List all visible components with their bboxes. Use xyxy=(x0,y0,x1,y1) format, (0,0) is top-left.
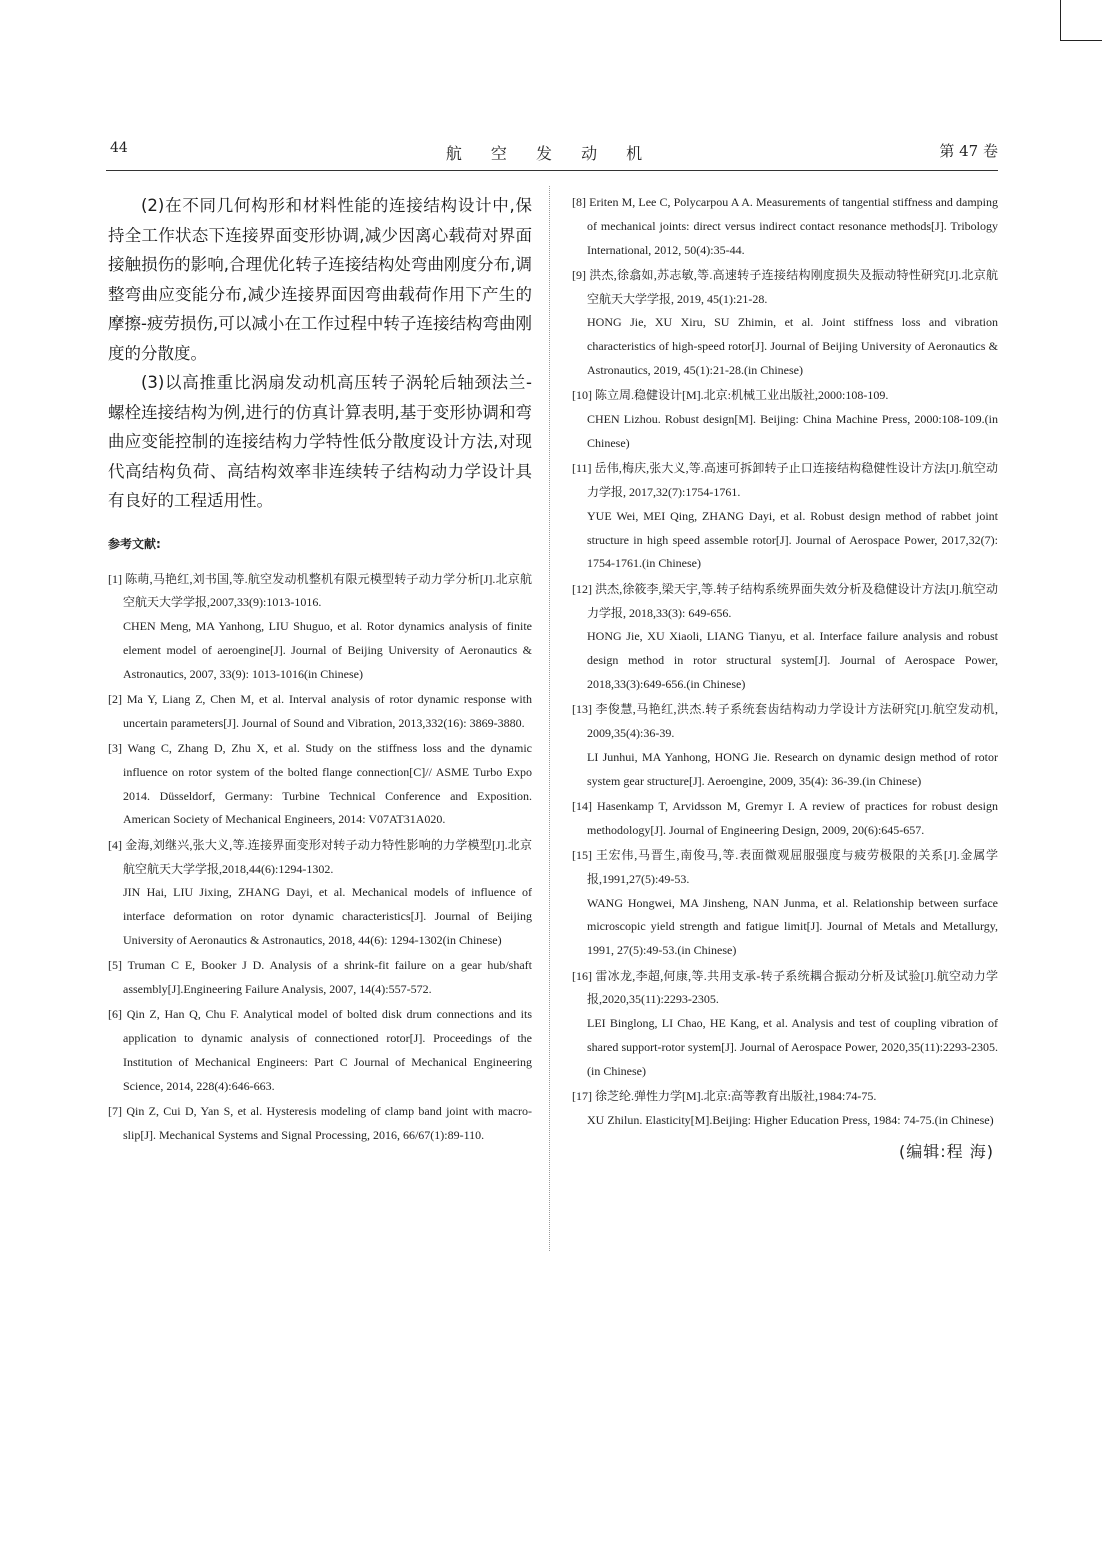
reference-item xyxy=(108,568,532,687)
reference-number: [2] xyxy=(108,691,122,706)
reference-item xyxy=(108,737,532,832)
crop-mark xyxy=(1060,0,1061,40)
reference-item xyxy=(572,698,998,793)
reference-text: 陈立周.稳健设计[M].北京:机械工业出版社,2000:108-109. xyxy=(595,388,889,403)
reference-number: [16] xyxy=(572,968,592,983)
reference-text: 徐芝纶.弹性力学[M].北京:高等教育出版社,1984:74-75. xyxy=(595,1088,877,1103)
reference-text: Ma Y, Liang Z, Chen M, et al. Interval analysis of rotor dynamic response with uncertain parameters[J]. Journal of Sound and Vibration, 2013,332(16): 3869-3880. xyxy=(123,691,533,730)
reference-text: Hasenkamp T, Arvidsson M, Gremyr I. A review of practices for robust design methodology[J]. Journal of Engineering Design, 2009, 20(6):645-657. xyxy=(587,798,998,837)
crop-mark xyxy=(1060,40,1102,41)
reference-number: [7] xyxy=(108,1104,122,1119)
reference-item xyxy=(572,191,998,262)
reference-item xyxy=(108,954,532,1002)
reference-item xyxy=(572,965,998,1084)
reference-item xyxy=(572,844,998,963)
conclusion-paragraph-3: (3)以高推重比涡扇发动机高压转子涡轮后轴颈法兰-螺栓连接结构为例,进行的仿真计算表明,基于变形协调和弯曲应变能控制的连接结构力学特性低分散度设计方法,对现代高结构负荷、高结构效率非连续转子结构动力学设计具有良好的工程适用性。 xyxy=(108,373,532,510)
reference-translation: LI Junhui, MA Yanhong, HONG Jie. Research on dynamic design method of rotor system gear structure[J]. Aeroengine, 2009, 35(4): 36-39.(in Chinese) xyxy=(587,749,998,788)
reference-text: Qin Z, Cui D, Yan S, et al. Hysteresis modeling of clamp band joint with macro-slip[J]. Mechanical Systems and Signal Processing, 2016, 66/67(1):89-110. xyxy=(123,1104,533,1142)
reference-text: 王宏伟,马晋生,南俊马,等.表面微观屈服强度与疲劳极限的关系[J].金属学报,1991,27(5):49-53. xyxy=(587,848,999,886)
reference-item xyxy=(108,1003,532,1098)
reference-translation: CHEN Meng, MA Yanhong, LIU Shuguo, et al. Rotor dynamics analysis of finite element model of aeroengine[J]. Journal of Beijing University of Aeronautics & Astronautics, 2007, 33(9): 1013-1016(in Chinese) xyxy=(123,619,532,681)
references-heading: 参考文献: xyxy=(108,536,161,551)
reference-item xyxy=(108,688,532,736)
reference-number: [10] xyxy=(572,388,592,403)
reference-item xyxy=(572,384,998,455)
reference-text: Truman C E, Booker J D. Analysis of a shrink-fit failure on a gear hub/shaft assembly[J].Engineering Failure Analysis, 2007, 14(4):557-572. xyxy=(123,958,532,997)
header-rule xyxy=(106,170,998,171)
reference-translation: JIN Hai, LIU Jixing, ZHANG Dayi, et al. Mechanical models of influence of interface deformation on rotor dynamic characteristics[J]. Journal of Beijing University of Aeronautics & Astronautics, 2018, 44(6): 1294-1302(in Chinese) xyxy=(123,885,532,947)
reference-text: Eriten M, Lee C, Polycarpou A A. Measurements of tangential stiffness and damping of mechanical joints: direct versus indirect contact resonance methods[J]. Tribology International, 2012, 50(4):35-44. xyxy=(587,195,998,257)
reference-item xyxy=(572,457,998,576)
reference-text: Qin Z, Han Q, Chu F. Analytical model of bolted disk drum connections and its application to dynamic analysis of connectioned rotor[J]. Proceedings of the Institution of Mechanical Engineers: Part C Journal of Mechanical Engineering Science, 2014, 228(4):646-663. xyxy=(123,1007,533,1093)
reference-number: [8] xyxy=(572,195,586,209)
reference-item xyxy=(108,1100,532,1148)
right-column xyxy=(572,191,998,1162)
reference-number: [12] xyxy=(572,581,592,596)
reference-item xyxy=(572,264,998,383)
reference-translation: XU Zhilun. Elasticity[M].Beijing: Higher Education Press, 1984: 74-75.(in Chinese) xyxy=(587,1112,994,1127)
reference-number: [9] xyxy=(572,267,586,282)
reference-text: 岳伟,梅庆,张大义,等.高速可拆卸转子止口连接结构稳健性设计方法[J].航空动力学报, 2017,32(7):1754-1761. xyxy=(587,461,998,500)
conclusion-paragraph-2: (2)在不同几何构形和材料性能的连接结构设计中,保持全工作状态下连接界面变形协调,减少因离心载荷对界面接触损伤的影响,合理优化转子连接结构处弯曲刚度分布,调整弯曲应变能分布,减少连接界面因弯曲载荷作用下产生的摩擦-疲劳损伤,可以减小在工作过程中转子连接结构弯曲刚度的分散度。 xyxy=(108,196,532,363)
reference-translation: YUE Wei, MEI Qing, ZHANG Dayi, et al. Robust design method of rabbet joint structure in high speed assemble rotor[J]. Journal of Aerospace Power, 2017,32(7): 1754-1761.(in Chinese) xyxy=(587,508,998,571)
reference-item xyxy=(572,795,998,843)
reference-text: Wang C, Zhang D, Zhu X, et al. Study on the stiffness loss and the dynamic influence on rotor system of the bolted flange connection[C]// ASME Turbo Expo 2014. Düsseldorf, Germany: Turbine Technical Conference and Exposition. American Society of Mechanical Engineers, 2014: V07AT31A020. xyxy=(123,741,532,827)
reference-translation: HONG Jie, XU Xiru, SU Zhimin, et al. Joint stiffness loss and vibration characteristics of high-speed rotor[J]. Journal of Beijing University of Aeronautics & Astronautics, 2019, 45(1):21-28.(in Chinese) xyxy=(587,315,998,378)
editor-credit: (编辑:程 海) xyxy=(899,1141,994,1161)
reference-number: [3] xyxy=(108,741,122,756)
column-divider xyxy=(549,186,550,1251)
reference-number: [14] xyxy=(572,798,592,813)
volume-label: 第 47 卷 xyxy=(939,142,998,160)
reference-item xyxy=(572,578,998,697)
reference-text: 洪杰,徐筱李,梁天宇,等.转子结构系统界面失效分析及稳健设计方法[J].航空动力学报, 2018,33(3): 649-656. xyxy=(587,581,998,620)
reference-translation: LEI Binglong, LI Chao, HE Kang, et al. Analysis and test of coupling vibration of shared support-rotor system[J]. Journal of Aerospace Power, 2020,35(11):2293-2305.(in Chinese) xyxy=(587,1016,998,1078)
journal-title: 航 空 发 动 机 xyxy=(445,144,655,163)
left-column xyxy=(108,191,532,1149)
reference-item xyxy=(108,834,532,953)
reference-text: 洪杰,徐翕如,苏志敏,等.高速转子连接结构刚度损失及振动特性研究[J].北京航空航天大学学报, 2019, 45(1):21-28. xyxy=(587,267,998,306)
reference-text: 李俊慧,马艳红,洪杰.转子系统套齿结构动力学设计方法研究[J].航空发动机, 2009,35(4):36-39. xyxy=(587,702,999,741)
reference-number: [4] xyxy=(108,837,122,852)
reference-number: [15] xyxy=(572,848,592,863)
reference-text: 雷冰龙,李超,何康,等.共用支承-转子系统耦合振动分析及试验[J].航空动力学报,2020,35(11):2293-2305. xyxy=(587,968,999,1007)
page-number: 44 xyxy=(110,140,128,156)
reference-item xyxy=(572,1085,998,1133)
reference-translation: CHEN Lizhou. Robust design[M]. Beijing: China Machine Press, 2000:108-109.(in Chinese) xyxy=(587,412,998,450)
reference-number: [6] xyxy=(108,1007,122,1022)
reference-translation: WANG Hongwei, MA Jinsheng, NAN Junma, et al. Relationship between surface microscopic yield strength and fatigue limit[J]. Journal of Metals and Metallurgy, 1991, 27(5):49-53.(in Chinese) xyxy=(587,895,998,958)
reference-number: [1] xyxy=(108,571,122,586)
reference-number: [17] xyxy=(572,1088,592,1103)
reference-text: 金海,刘继兴,张大义,等.连接界面变形对转子动力特性影响的力学模型[J].北京航空航天大学学报,2018,44(6):1294-1302. xyxy=(123,837,533,876)
reference-text: 陈萌,马艳红,刘书国,等.航空发动机整机有限元模型转子动力学分析[J].北京航空航天大学学报,2007,33(9):1013-1016. xyxy=(123,571,533,610)
reference-translation: HONG Jie, XU Xiaoli, LIANG Tianyu, et al. Interface failure analysis and robust design method in rotor structural system[J]. Journal of Aerospace Power, 2018,33(3):649-656.(in Chinese) xyxy=(587,629,998,691)
reference-number: [11] xyxy=(572,461,592,476)
reference-number: [5] xyxy=(108,958,122,973)
reference-number: [13] xyxy=(572,702,592,717)
